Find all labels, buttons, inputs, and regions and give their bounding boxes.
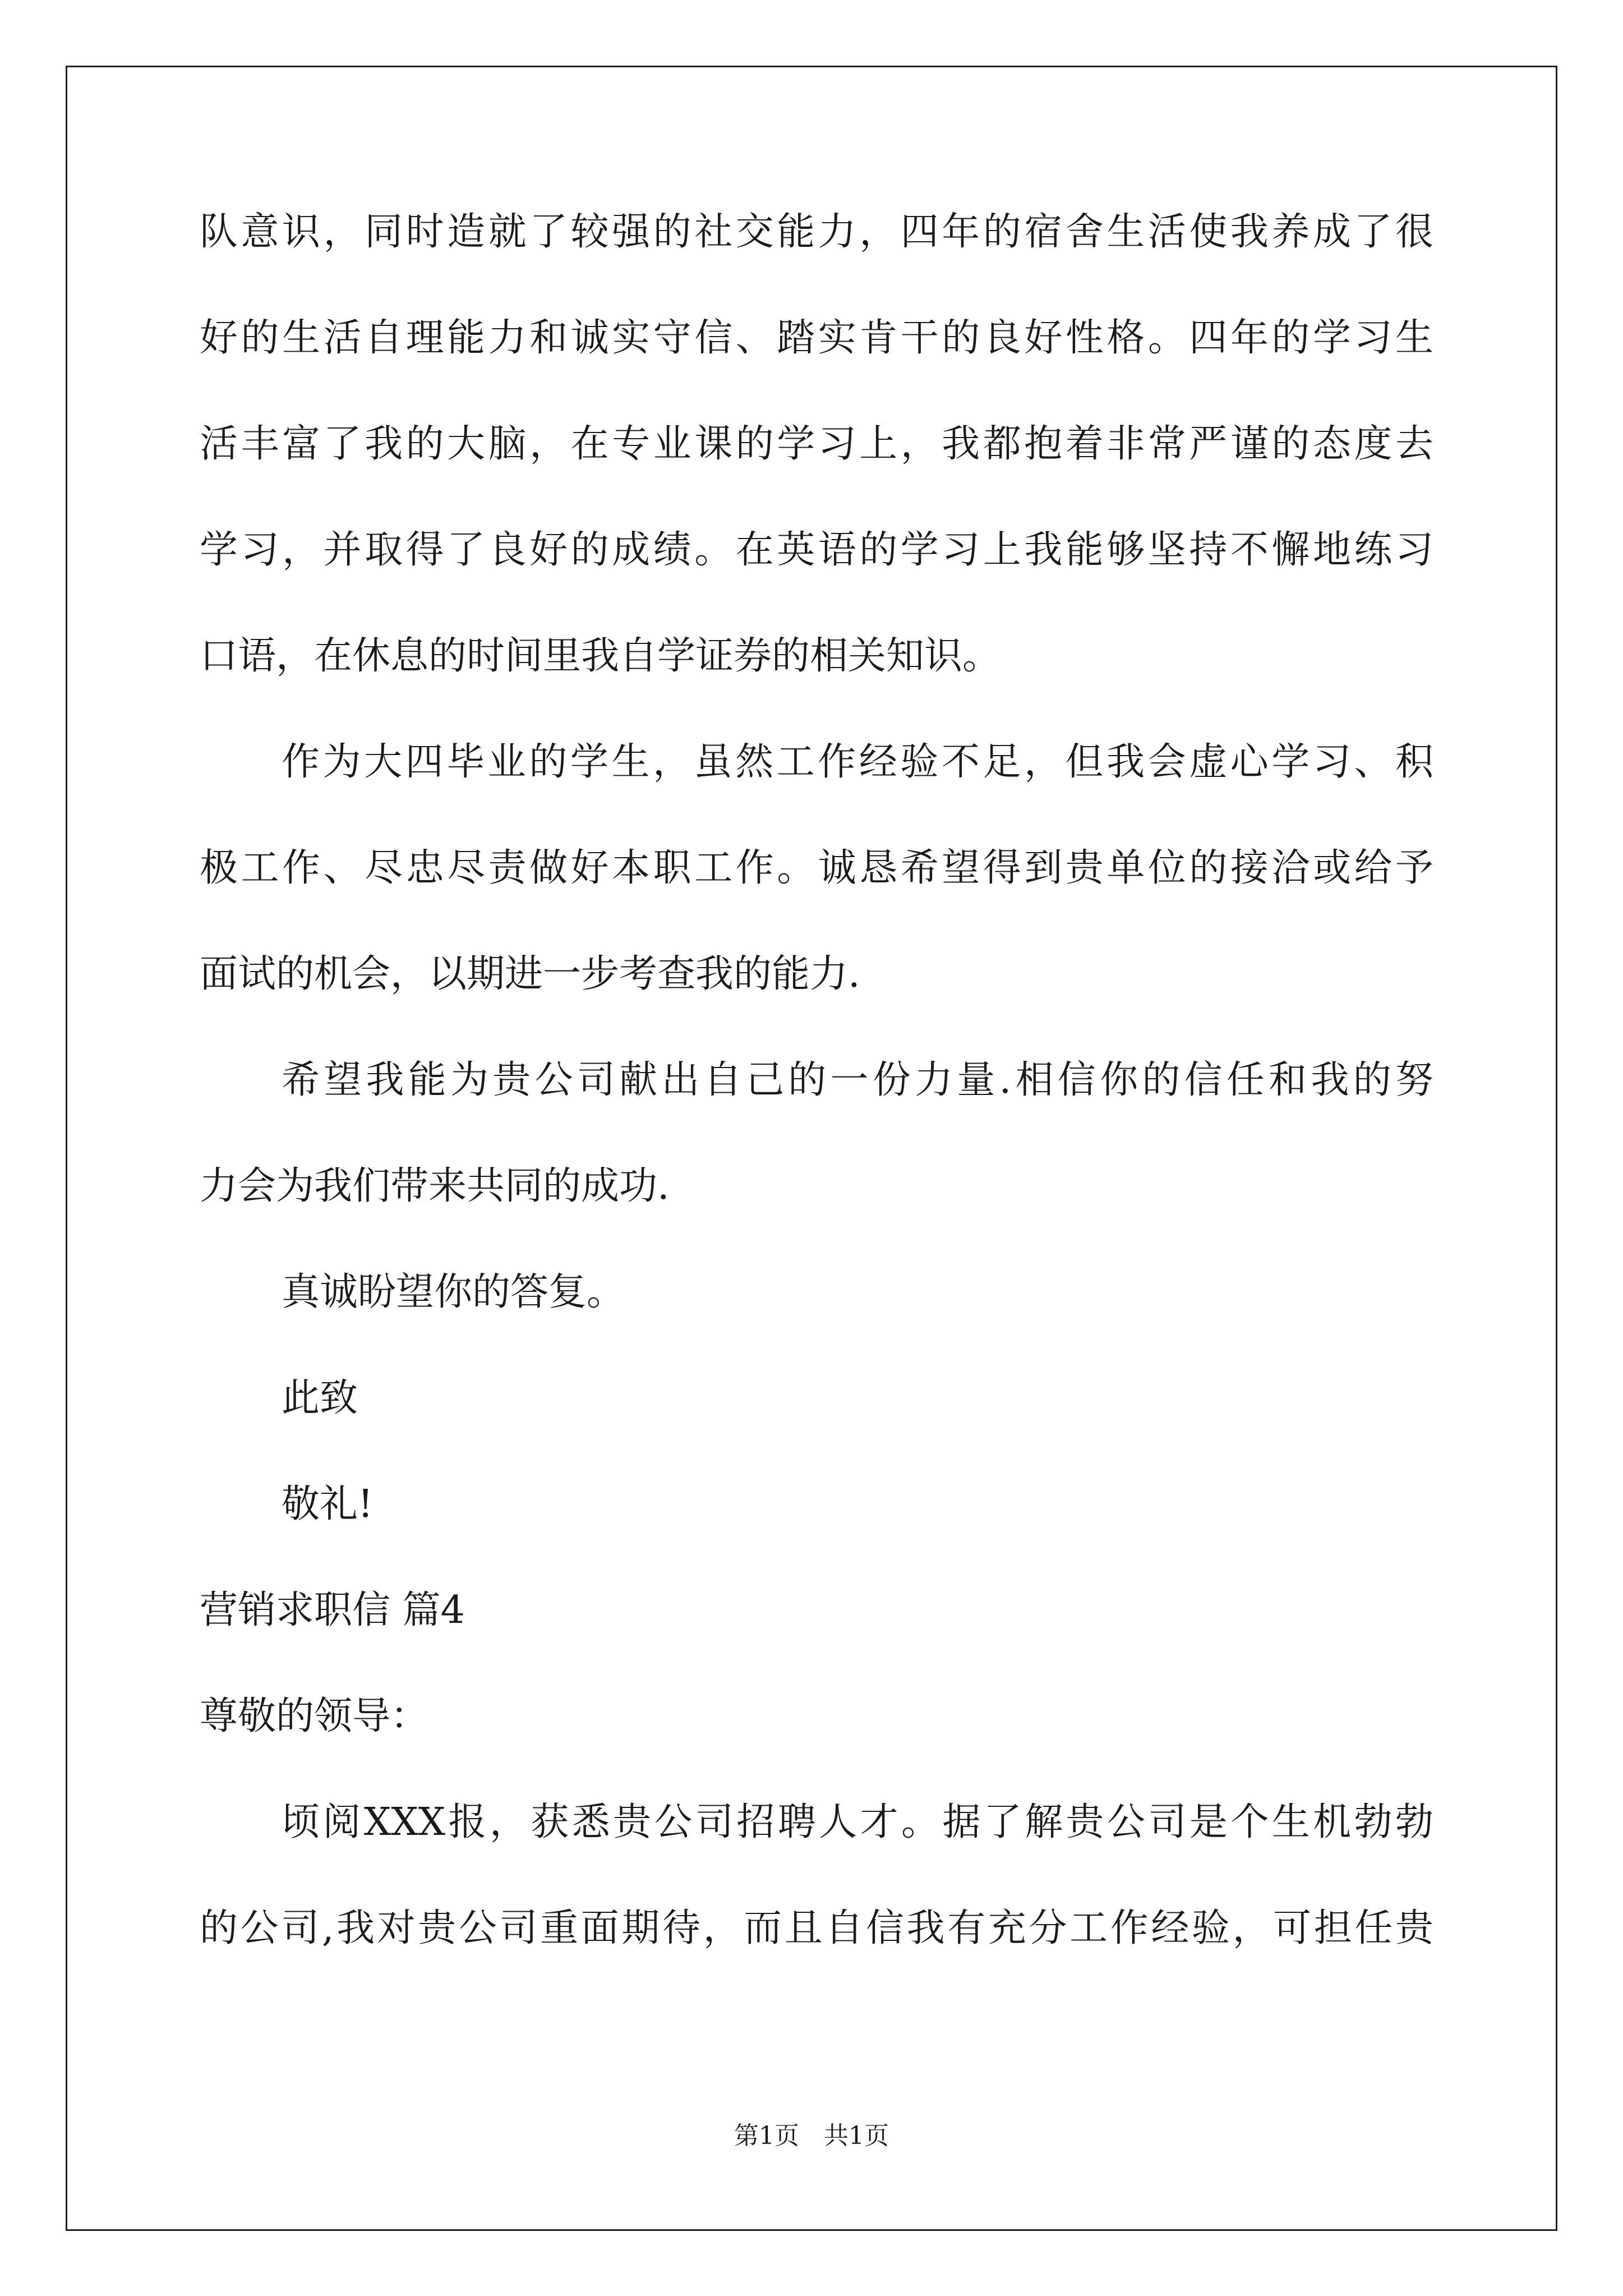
text-line: 的公司,我对贵公司重面期待，而且自信我有充分工作经验，可担任贵 — [200, 1906, 1433, 1950]
page-footer — [0, 2124, 1623, 2148]
document-body — [200, 210, 1433, 2016]
text-line: 作为大四毕业的学生，虽然工作经验不足，但我会虚心学习、积 — [282, 740, 1433, 784]
closing-line: 敬礼! — [282, 1482, 374, 1526]
page-number: 第1页 — [734, 2122, 799, 2150]
text-line: 活丰富了我的大脑，在专业课的学习上，我都抱着非常严谨的态度去 — [200, 422, 1433, 466]
text-line: 极工作、尽忠尽责做好本职工作。诚恳希望得到贵单位的接洽或给予 — [200, 846, 1433, 890]
text-line: 希望我能为贵公司献出自己的一份力量.相信你的信任和我的努 — [282, 1058, 1433, 1102]
text-line: 面试的机会，以期进一步考查我的能力. — [200, 952, 860, 996]
total-pages: 共1页 — [824, 2122, 889, 2150]
section-title: 营销求职信 篇4 — [200, 1588, 465, 1632]
closing-line: 真诚盼望你的答复。 — [282, 1270, 625, 1314]
closing-line: 此致 — [282, 1376, 358, 1420]
text-line: 顷阅XXX报，获悉贵公司招聘人才。据了解贵公司是个生机勃勃 — [282, 1800, 1433, 1844]
text-line: 力会为我们带来共同的成功. — [200, 1164, 670, 1208]
text-line: 队意识，同时造就了较强的社交能力，四年的宿舍生活使我养成了很 — [200, 210, 1433, 254]
text-line: 口语，在休息的时间里我自学证券的相关知识。 — [200, 634, 1001, 678]
salutation: 尊敬的领导： — [200, 1694, 429, 1738]
text-line: 好的生活自理能力和诚实守信、踏实肯干的良好性格。四年的学习生 — [200, 316, 1433, 360]
text-line: 学习，并取得了良好的成绩。在英语的学习上我能够坚持不懈地练习 — [200, 528, 1433, 572]
